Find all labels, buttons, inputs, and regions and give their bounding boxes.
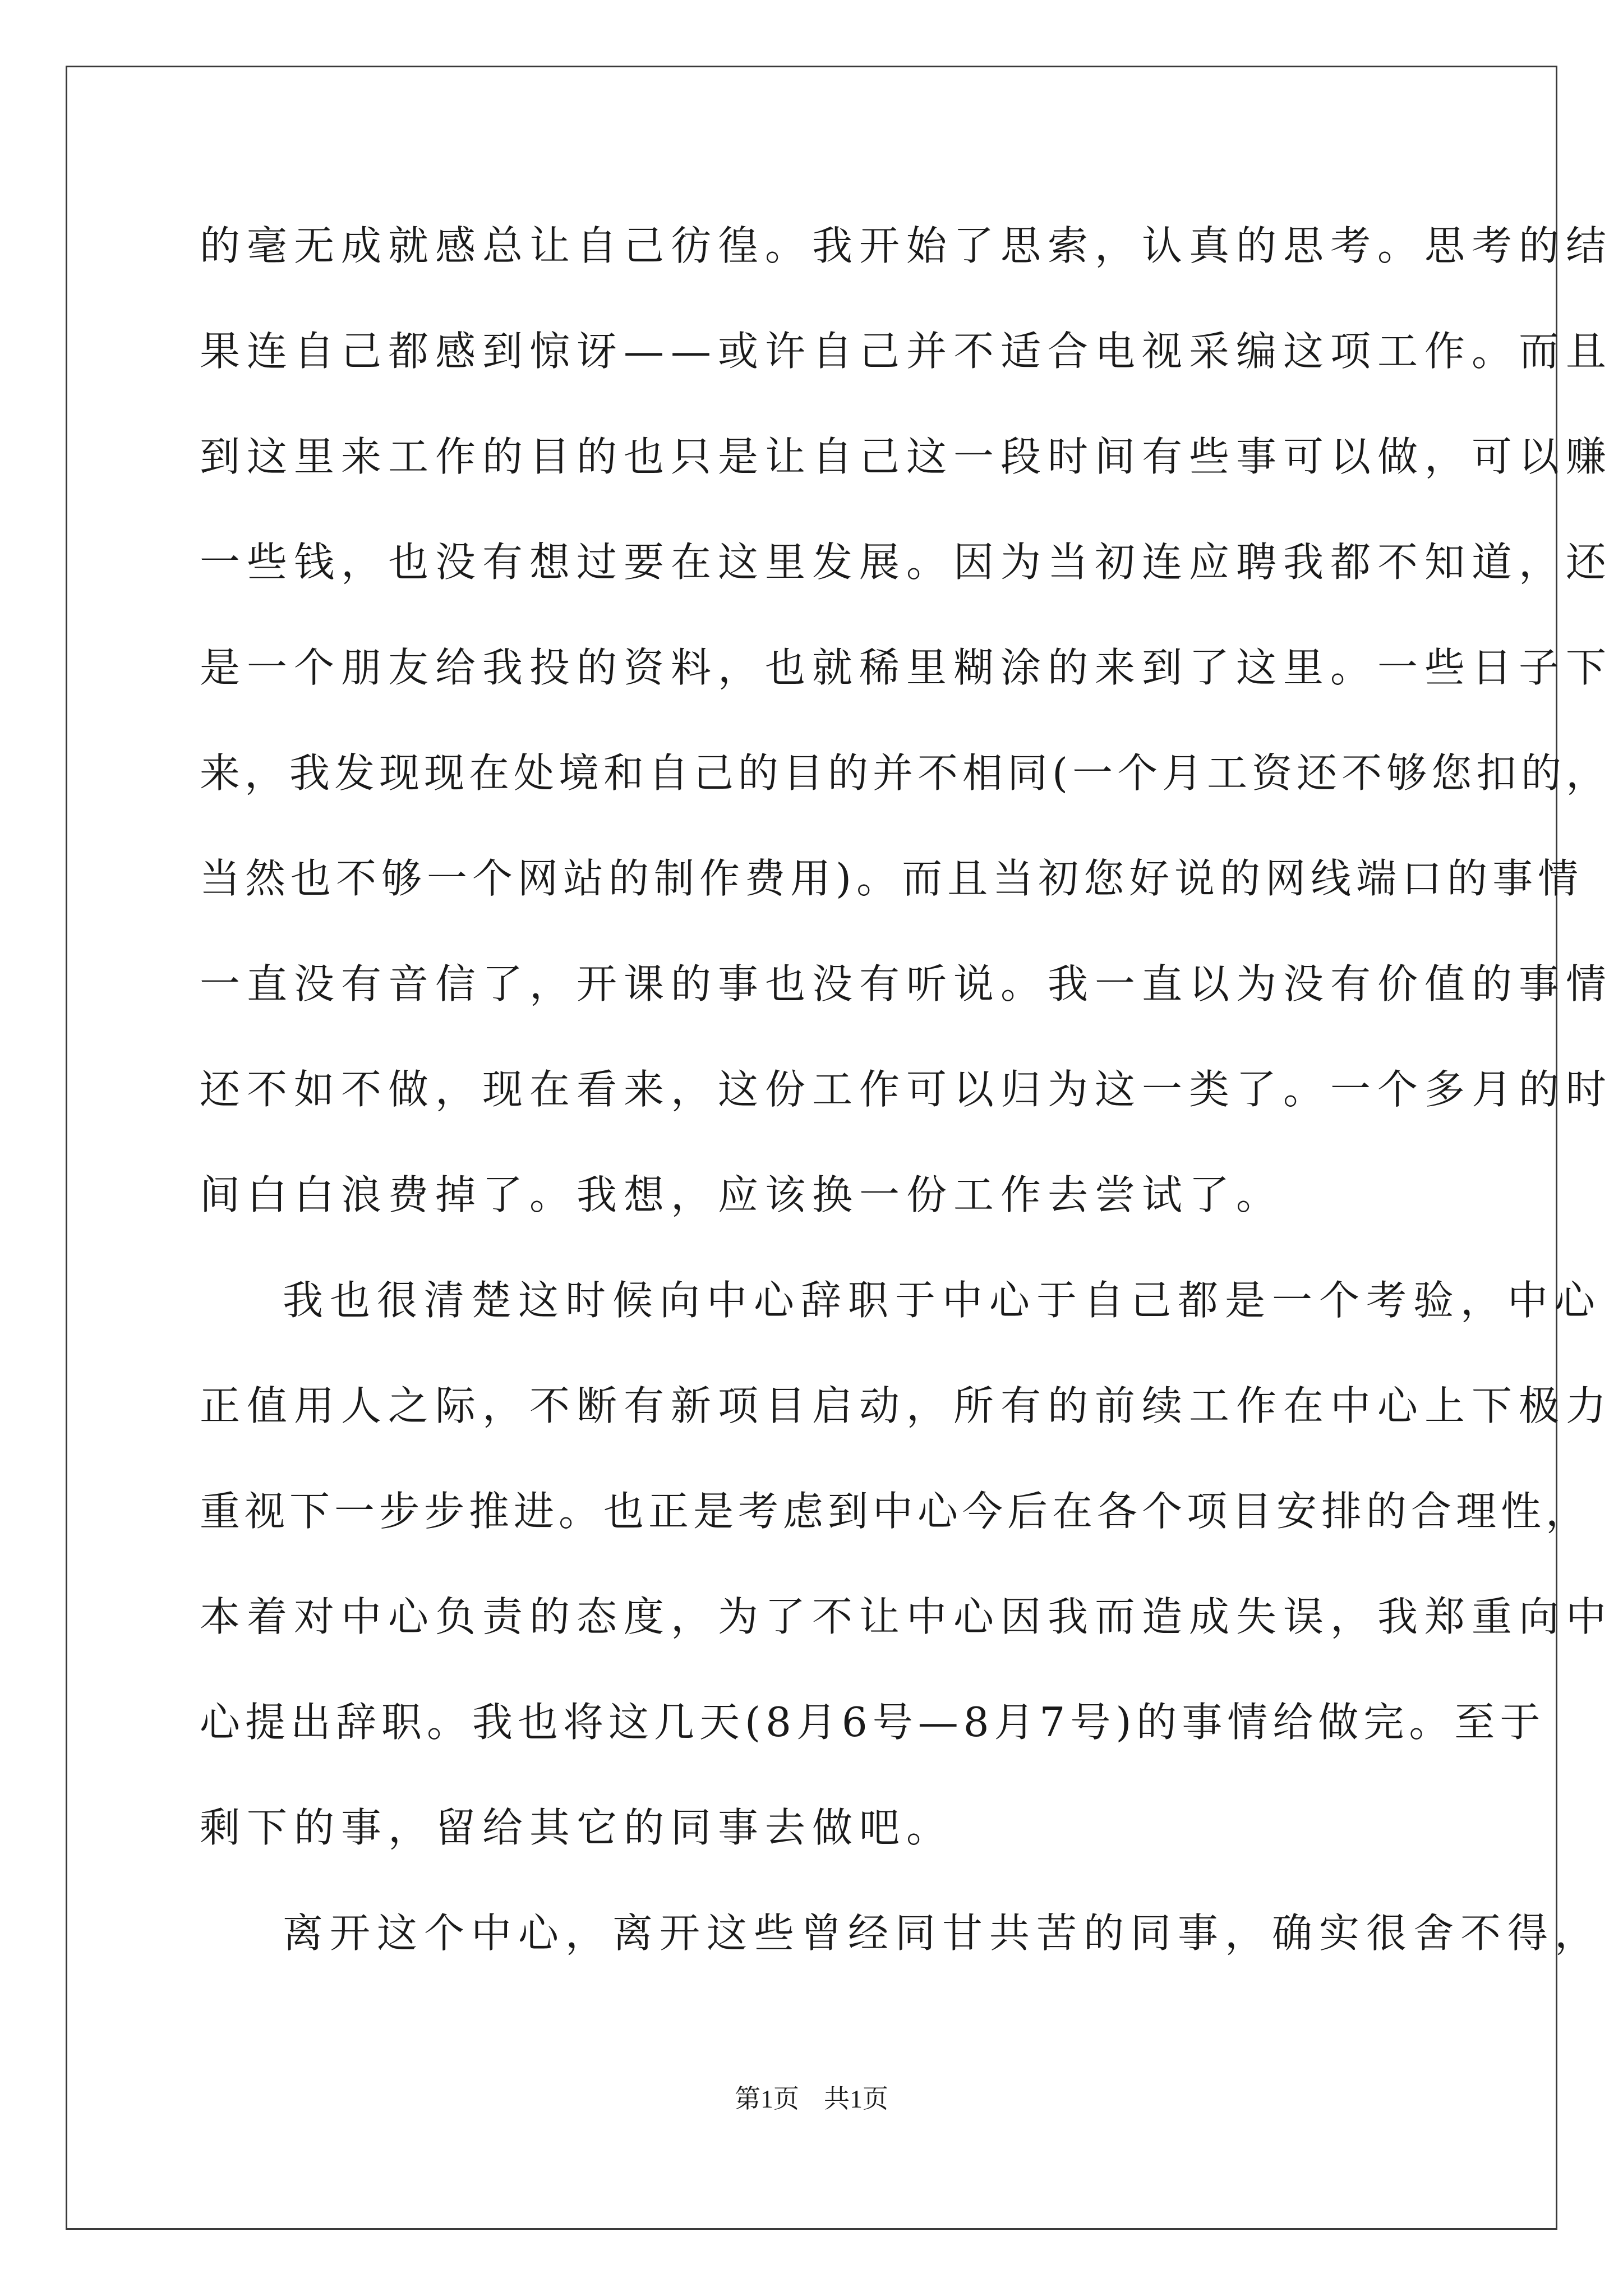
- text-line: 心提出辞职。我也将这几天(8月6号—8月7号)的事情给做完。至于: [200, 1699, 1546, 1746]
- text-line: 的毫无成就感总让自己彷徨。我开始了思索，认真的思考。思考的结: [200, 222, 1613, 269]
- text-line: 一直没有音信了，开课的事也没有听说。我一直以为没有价值的事情: [200, 960, 1613, 1007]
- text-line: 是一个朋友给我投的资料，也就稀里糊涂的来到了这里。一些日子下: [200, 644, 1613, 691]
- page-number-total: 共1页: [824, 2085, 888, 2113]
- paragraph-start-line: 离开这个中心，离开这些曾经同甘共苦的同事，确实很舍不得，: [283, 1910, 1602, 1957]
- text-line: 还不如不做，现在看来，这份工作可以归为这一类了。一个多月的时: [200, 1066, 1613, 1113]
- text-line: 重视下一步步推进。也正是考虑到中心今后在各个项目安排的合理性，: [200, 1488, 1591, 1535]
- text-line: 间白白浪费掉了。我想，应该换一份工作去尝试了。: [200, 1171, 1284, 1218]
- text-line: 本着对中心负责的态度，为了不让中心因我而造成失误，我郑重向中: [200, 1593, 1613, 1640]
- text-line: 当然也不够一个网站的制作费用)。而且当初您好说的网线端口的事情: [200, 855, 1584, 902]
- text-line: 一些钱，也没有想过要在这里发展。因为当初连应聘我都不知道，还: [200, 539, 1613, 586]
- paragraph-start-line: 我也很清楚这时候向中心辞职于中心于自己都是一个考验，中心: [283, 1277, 1602, 1324]
- text-line: 果连自己都感到惊讶——或许自己并不适合电视采编这项工作。而且: [200, 328, 1613, 375]
- page-footer: [0, 2082, 1623, 2116]
- text-line: 剩下的事，留给其它的同事去做吧。: [200, 1804, 954, 1851]
- text-line: 到这里来工作的目的也只是让自己这一段时间有些事可以做，可以赚: [200, 433, 1613, 480]
- page-number-current: 第1页: [735, 2085, 799, 2113]
- text-line: 正值用人之际，不断有新项目启动，所有的前续工作在中心上下极力: [200, 1382, 1613, 1429]
- text-line: 来，我发现现在处境和自己的目的并不相同(一个月工资还不够您扣的，: [200, 749, 1611, 797]
